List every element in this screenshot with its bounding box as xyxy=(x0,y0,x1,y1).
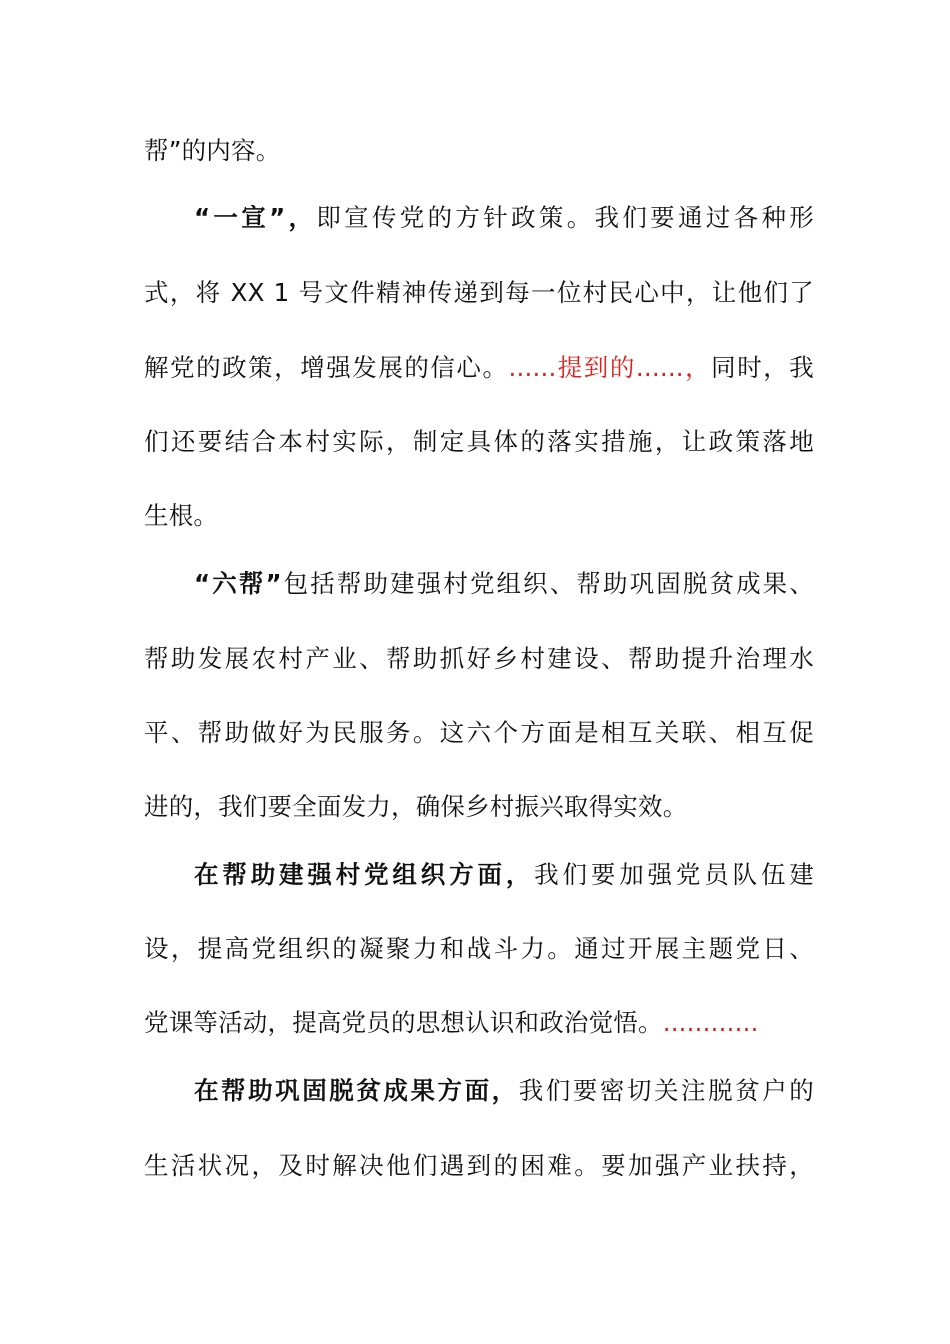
red-placeholder-text: ......提到的......， xyxy=(508,353,712,382)
paragraph-liubang-heading-line xyxy=(194,567,814,601)
text-span: 平、帮助做好为民服务。这六个方面是相互关联、相互促 xyxy=(144,718,814,747)
bold-lead-text: 在帮助建强村党组织方面， xyxy=(194,860,535,889)
bold-lead-text: “六帮” xyxy=(194,569,282,598)
bold-lead-text: “一宣”， xyxy=(194,203,317,232)
text-line xyxy=(144,134,814,168)
text-line xyxy=(144,499,814,533)
text-line xyxy=(144,790,814,824)
text-line xyxy=(144,932,814,966)
text-span: 包括帮助建强村党组织、帮助巩固脱贫成果、 xyxy=(281,569,814,598)
red-placeholder-text: ............ xyxy=(662,1008,759,1037)
text-span: 帮助发展农村产业、帮助抓好乡村建设、帮助提升治理水 xyxy=(144,644,814,673)
bold-lead-text: 在帮助巩固脱贫成果方面， xyxy=(194,1076,519,1105)
text-span: 生根。 xyxy=(144,501,219,530)
paragraph-poverty-heading-line xyxy=(194,1074,814,1108)
text-line xyxy=(144,351,814,385)
text-span: 式，将 XX 1 号文件精神传递到每一位村民心中，让他们了 xyxy=(144,278,814,307)
text-span: 进的，我们要全面发力，确保乡村振兴取得实效。 xyxy=(144,792,688,821)
text-span: 党课等活动，提高党员的思想认识和政治觉悟。 xyxy=(144,1008,663,1037)
text-line xyxy=(144,425,814,459)
text-span: 帮”的内容。 xyxy=(144,136,281,165)
text-line xyxy=(144,1149,814,1183)
text-span: 们还要结合本村实际，制定具体的落实措施，让政策落地 xyxy=(144,427,814,456)
text-line xyxy=(144,276,814,310)
text-span: 同时，我 xyxy=(711,353,814,382)
paragraph-yixuan-heading-line xyxy=(194,201,814,235)
text-span: 设，提高党组织的凝聚力和战斗力。通过开展主题党日、 xyxy=(144,934,814,963)
text-span: 我们要加强党员队伍建 xyxy=(534,860,814,889)
text-span: 即宣传党的方针政策。我们要通过各种形 xyxy=(316,203,814,232)
text-span: 生活状况，及时解决他们遇到的困难。要加强产业扶持， xyxy=(144,1151,814,1180)
text-line xyxy=(144,1006,814,1040)
text-line xyxy=(144,642,814,676)
text-span: 解党的政策，增强发展的信心。 xyxy=(144,353,509,382)
text-line xyxy=(144,716,814,750)
text-span: 我们要密切关注脱贫户的 xyxy=(518,1076,814,1105)
paragraph-party-org-heading-line xyxy=(194,858,814,892)
